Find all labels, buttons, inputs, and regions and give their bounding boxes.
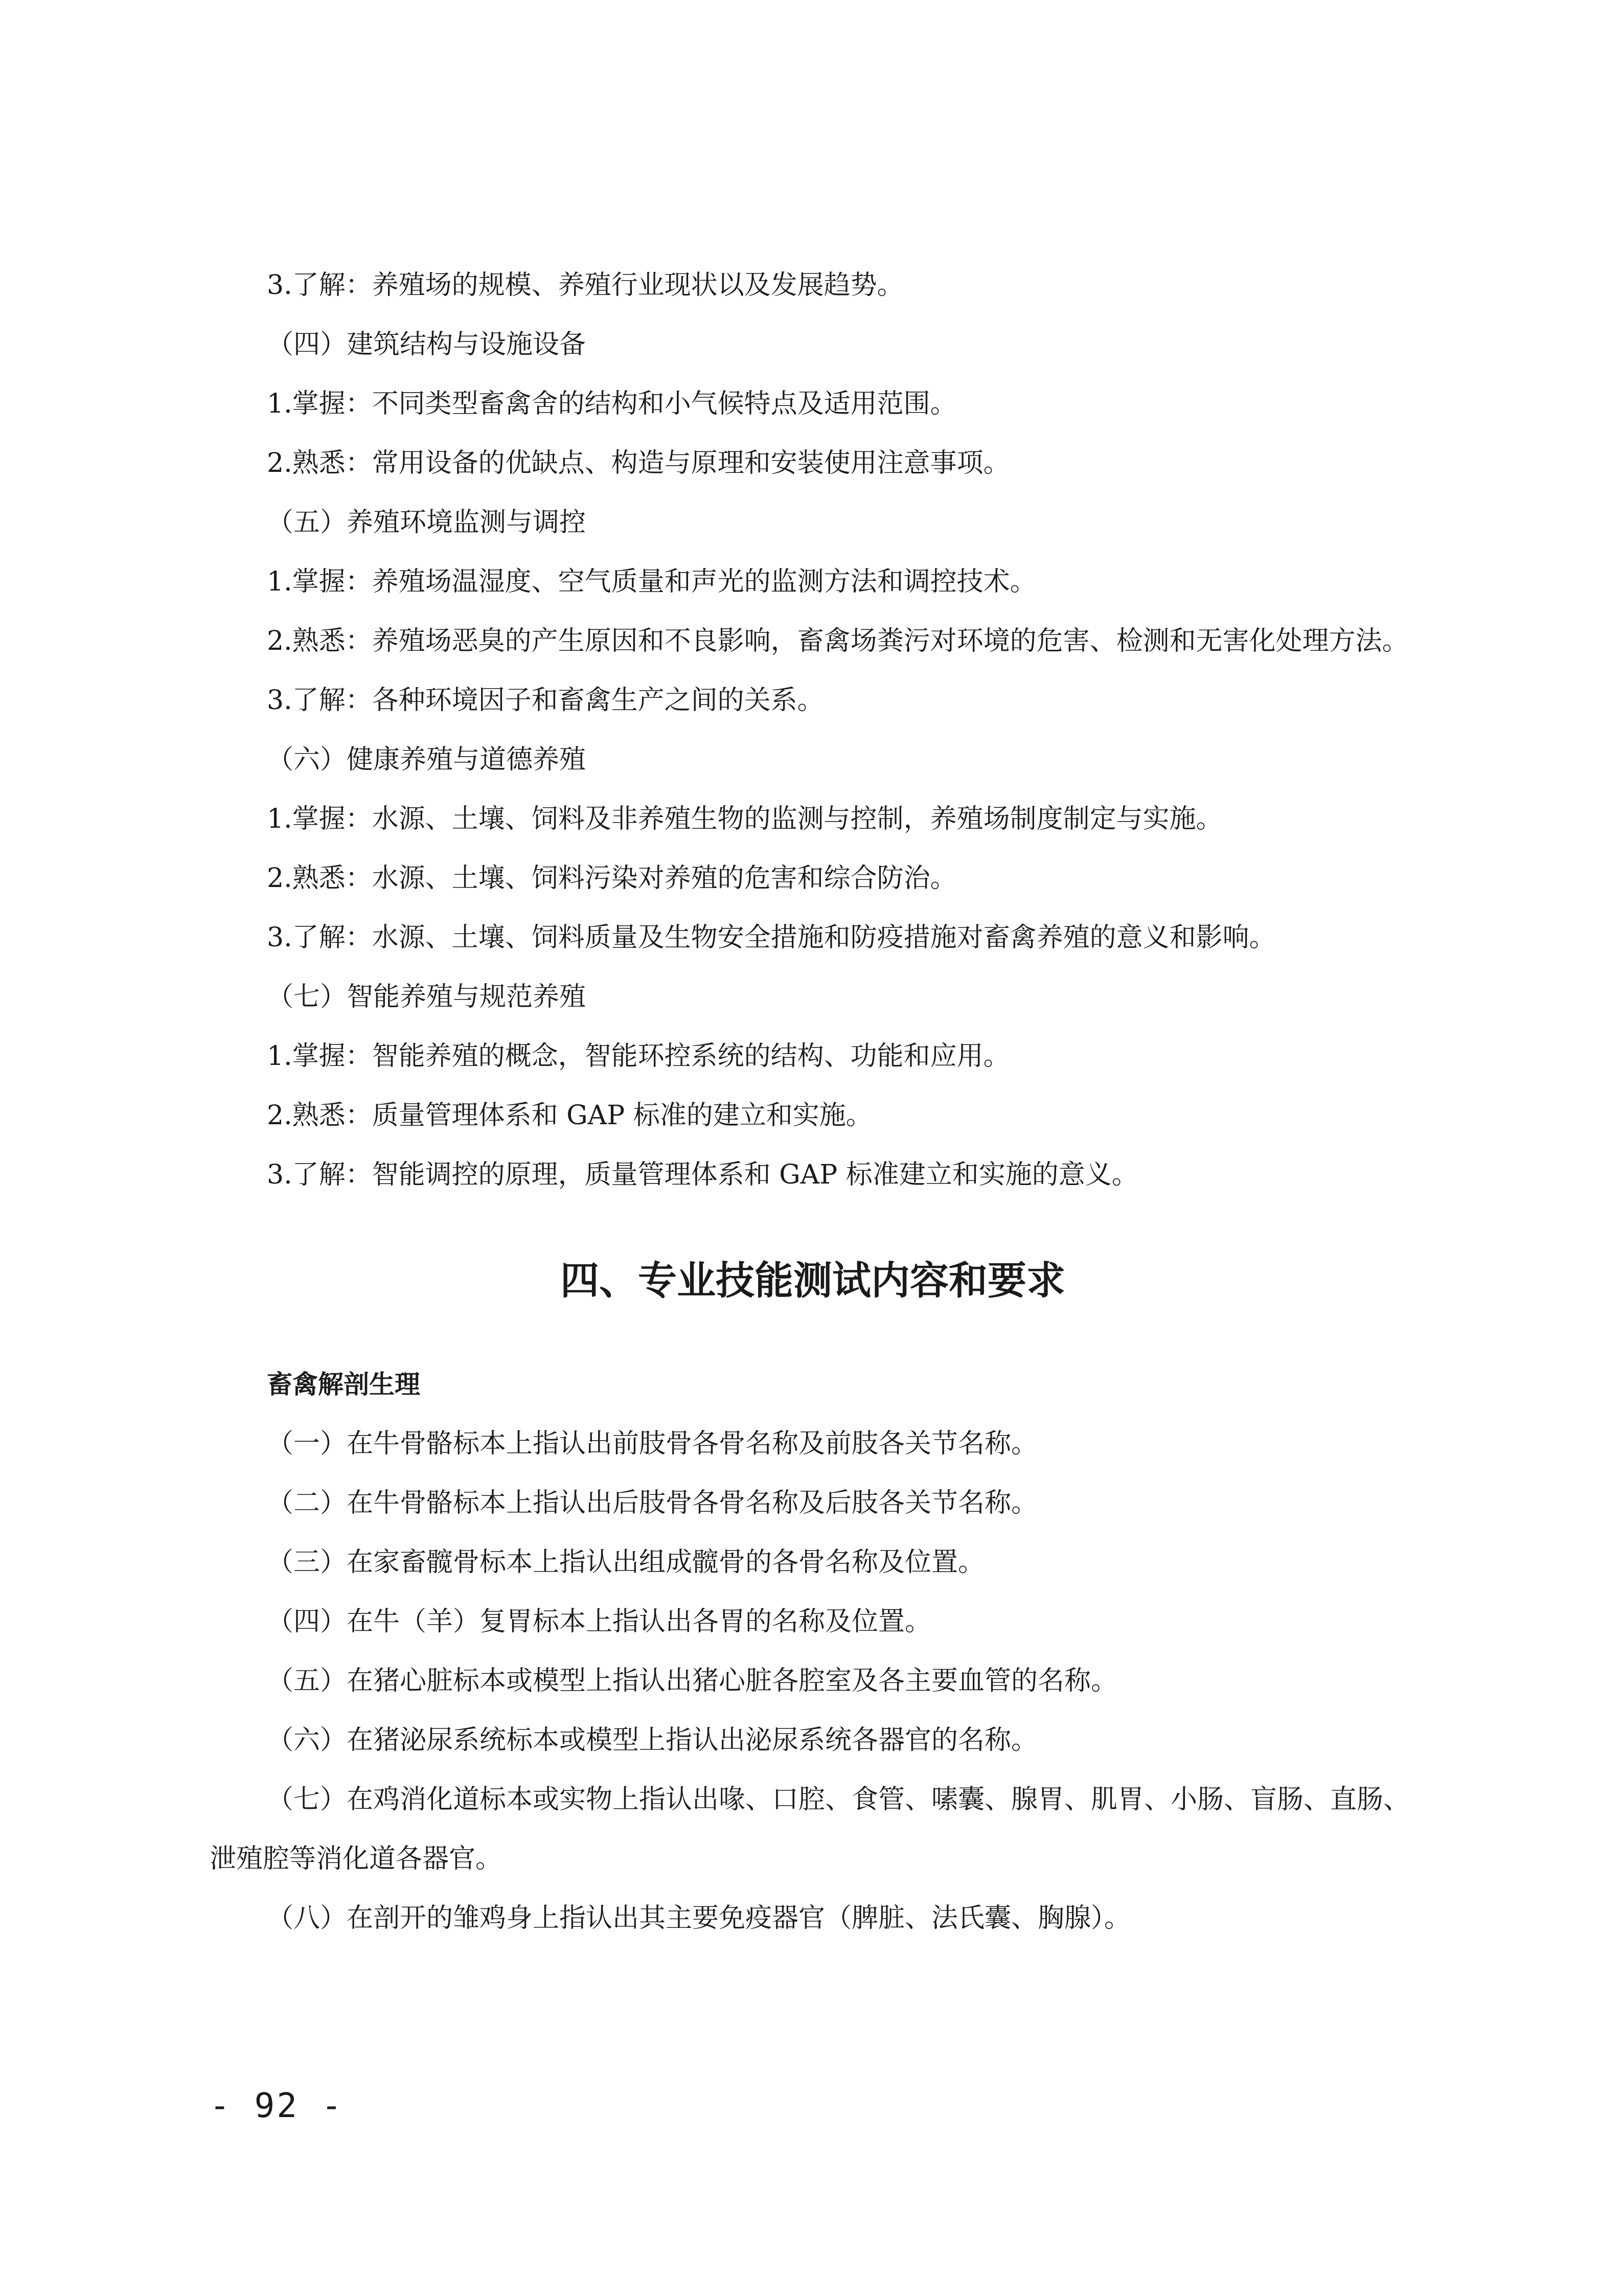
list-item: （七）在鸡消化道标本或实物上指认出喙、口腔、食管、嗉囊、腺胃、肌胃、小肠、盲肠、直肠、泄殖腔等消化道各器官。 [210, 1784, 1410, 1874]
page-content [210, 256, 1416, 1948]
paragraph: 3.了解：养殖场的规模、养殖行业现状以及发展趋势。 [267, 270, 904, 301]
paragraph: 1.掌握：养殖场温湿度、空气质量和声光的监测方法和调控技术。 [267, 566, 1037, 597]
paragraph: 3.了解：各种环境因子和畜禽生产之间的关系。 [267, 685, 824, 716]
paragraph: 2.熟悉：养殖场恶臭的产生原因和不良影响，畜禽场粪污对环境的危害、检测和无害化处理方法。 [267, 626, 1409, 656]
subsection-heading: 畜禽解剖生理 [267, 1370, 420, 1399]
page-number: - 92 - [210, 2086, 344, 2125]
paragraph: 1.掌握：智能养殖的概念，智能环控系统的结构、功能和应用。 [267, 1041, 1010, 1072]
list-item: （八）在剖开的雏鸡身上指认出其主要免疫器官（脾脏、法氏囊、胸腺）。 [267, 1903, 1131, 1934]
paragraph: 3.了解：水源、土壤、饲料质量及生物安全措施和防疫措施对畜禽养殖的意义和影响。 [267, 922, 1276, 953]
paragraph: 2.熟悉：水源、土壤、饲料污染对养殖的危害和综合防治。 [267, 863, 957, 894]
list-item: （一）在牛骨骼标本上指认出前肢骨各骨名称及前肢各关节名称。 [267, 1428, 1038, 1459]
paragraph: 1.掌握：不同类型畜禽舍的结构和小气候特点及适用范围。 [267, 389, 957, 419]
paragraph: 3.了解：智能调控的原理，质量管理体系和 GAP 标准建立和实施的意义。 [267, 1160, 1138, 1190]
list-item: （六）在猪泌尿系统标本或模型上指认出泌尿系统各器官的名称。 [267, 1725, 1038, 1756]
list-item: （五）在猪心脏标本或模型上指认出猪心脏各腔室及各主要血管的名称。 [267, 1666, 1118, 1696]
list-item: （三）在家畜髋骨标本上指认出组成髋骨的各骨名称及位置。 [267, 1547, 985, 1578]
outline-heading: （五）养殖环境监测与调控 [267, 507, 586, 538]
list-item: （四）在牛（羊）复胃标本上指认出各胃的名称及位置。 [267, 1606, 932, 1637]
outline-heading: （四）建筑结构与设施设备 [267, 329, 586, 360]
outline-heading: （七）智能养殖与规范养殖 [267, 982, 586, 1012]
list-item: （二）在牛骨骼标本上指认出后肢骨各骨名称及后肢各关节名称。 [267, 1488, 1038, 1518]
paragraph: 1.掌握：水源、土壤、饲料及非养殖生物的监测与控制，养殖场制度制定与实施。 [267, 804, 1223, 834]
outline-heading: （六）健康养殖与道德养殖 [267, 744, 586, 775]
paragraph: 2.熟悉：质量管理体系和 GAP 标准的建立和实施。 [267, 1100, 873, 1131]
paragraph: 2.熟悉：常用设备的优缺点、构造与原理和安装使用注意事项。 [267, 448, 1010, 479]
section-heading: 四、专业技能测试内容和要求 [560, 1258, 1065, 1303]
